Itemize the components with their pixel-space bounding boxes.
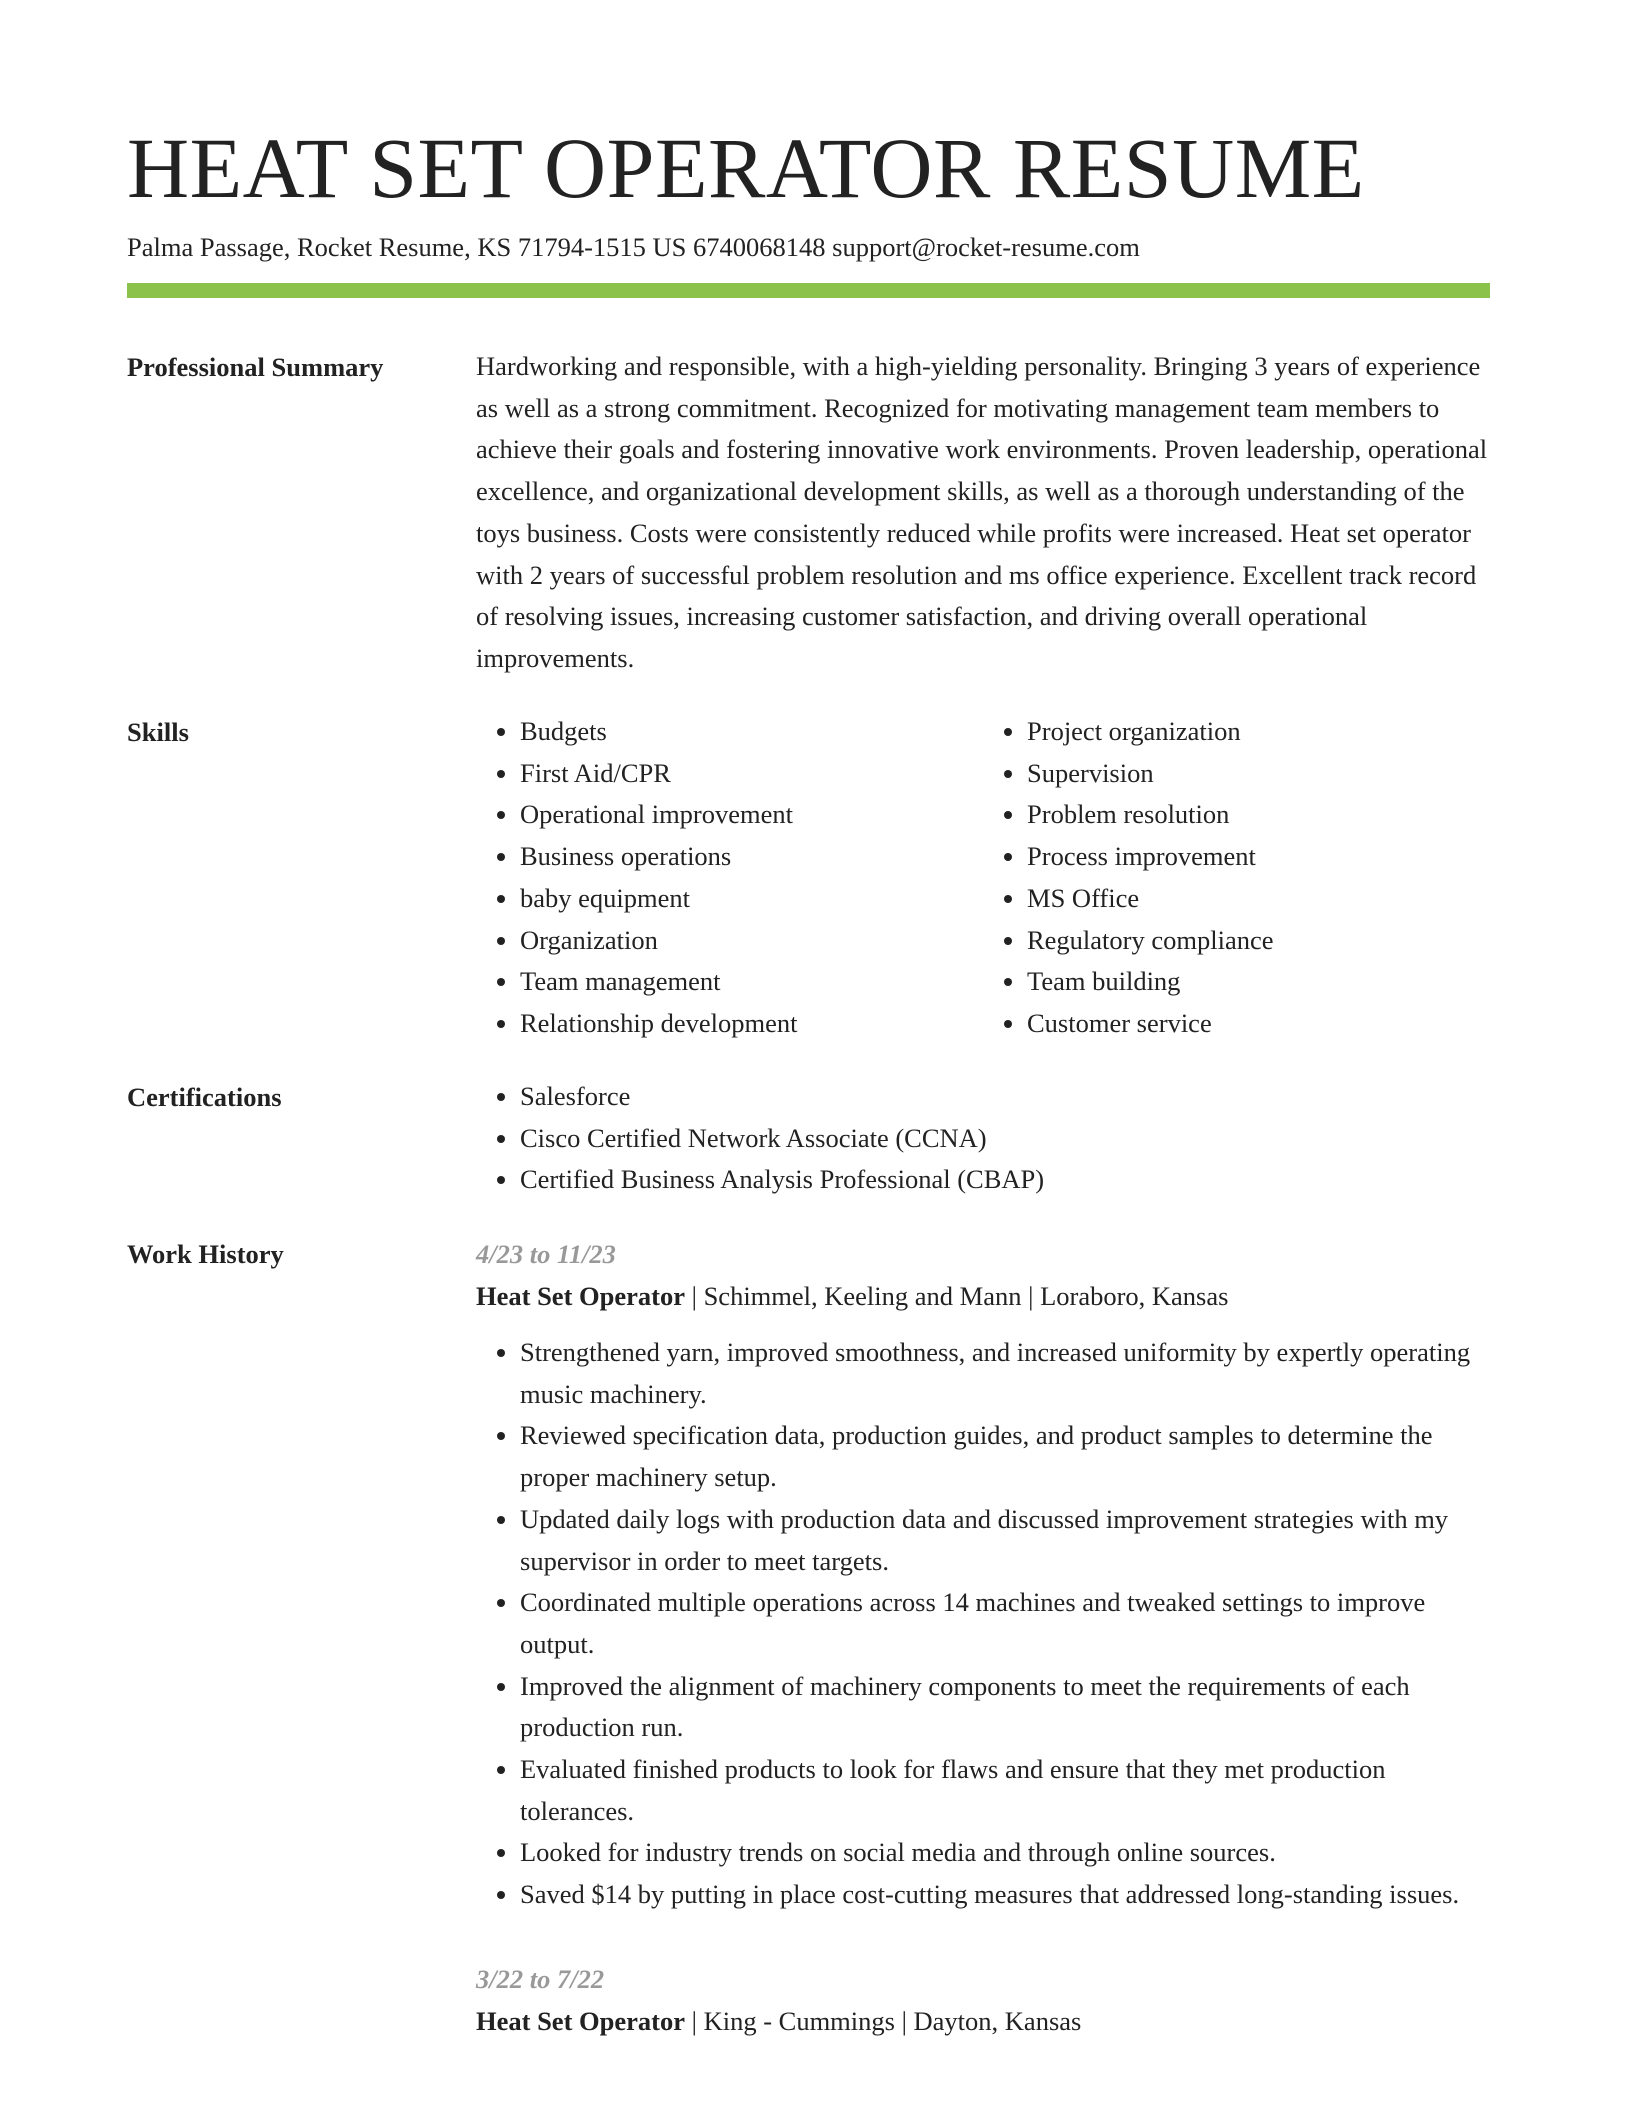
job-location: Dayton, Kansas xyxy=(913,2005,1082,2036)
job-title: Heat Set Operator xyxy=(476,2005,685,2036)
resume-title: HEAT SET OPERATOR RESUME xyxy=(127,120,1365,216)
job-dates: 3/22 to 7/22 xyxy=(476,1963,605,1994)
job-entry xyxy=(476,1233,1490,1916)
certification-item: • Cisco Certified Network Associate (CCNA) xyxy=(520,1118,1490,1160)
phone: 6740068148 xyxy=(693,232,826,262)
skill-item: • Regulatory compliance xyxy=(1027,920,1490,962)
job-title: Heat Set Operator xyxy=(476,1281,685,1311)
skill-item: • Budgets xyxy=(520,711,983,753)
skill-item: • MS Office xyxy=(1027,878,1490,920)
skill-item: • Team management xyxy=(520,961,983,1003)
job-bullet: • Strengthened yarn, improved smoothness, and increased uniformity by expertly operating music machinery. xyxy=(520,1332,1490,1415)
skills-list-right xyxy=(983,711,1490,1045)
job-location: Loraboro, Kansas xyxy=(1040,1281,1229,1311)
skill-item: • Organization xyxy=(520,920,983,962)
skill-item: • Customer service xyxy=(1027,1003,1490,1045)
skill-item: • Relationship development xyxy=(520,1003,983,1045)
job-bullet: • Reviewed specification data, production guides, and product samples to determine the proper machinery setup. xyxy=(520,1415,1490,1498)
summary-text: Hardworking and responsible, with a high-yielding personality. Bringing 3 years of experience as well as a strong commitment. Recognized for motivating management team members to achieve their goals and fostering innovative work environments. Proven leadership, operational excellence, and organizational development skills, as well as a thorough understanding of the toys business. Costs were consistently reduced while profits were increased. Heat set operator with 2 years of successful problem resolution and ms office experience. Excellent track record of resolving issues, increasing customer satisfaction, and driving overall operational improvements. xyxy=(476,351,1488,673)
section-title-summary: Professional Summary xyxy=(127,352,384,382)
skill-item: • Business operations xyxy=(520,836,983,878)
section-title-work-history: Work History xyxy=(127,1239,284,1269)
accent-divider xyxy=(127,283,1490,298)
job-bullet: • Evaluated finished products to look for flaws and ensure that they met production tolerances. xyxy=(520,1749,1490,1832)
skills-columns xyxy=(476,711,1490,1045)
job-bullets xyxy=(476,1332,1490,1916)
job-entry xyxy=(476,1958,1490,2042)
skill-item: • Process improvement xyxy=(1027,836,1490,878)
certification-item: • Certified Business Analysis Professional (CBAP) xyxy=(520,1159,1490,1201)
address: Palma Passage, Rocket Resume, KS 71794-1515 US xyxy=(127,232,687,262)
skill-item: • Supervision xyxy=(1027,753,1490,795)
work-history-body xyxy=(476,1233,1490,2042)
skill-item: • Operational improvement xyxy=(520,794,983,836)
certifications-body xyxy=(476,1076,1490,1201)
job-company: Schimmel, Keeling and Mann xyxy=(703,1281,1022,1311)
job-bullet: • Updated daily logs with production data and discussed improvement strategies with my supervisor in order to meet targets. xyxy=(520,1499,1490,1582)
job-dates: 4/23 to 11/23 xyxy=(476,1239,616,1269)
certification-item: • Salesforce xyxy=(520,1076,1490,1118)
skill-item: • Project organization xyxy=(1027,711,1490,753)
contact-line xyxy=(127,230,1140,264)
job-bullet: • Looked for industry trends on social media and through online sources. xyxy=(520,1832,1490,1874)
certifications-list xyxy=(476,1076,1490,1201)
job-company: King - Cummings xyxy=(703,2005,895,2036)
skill-item: • First Aid/CPR xyxy=(520,753,983,795)
skill-item: • Team building xyxy=(1027,961,1490,1003)
job-heading: Heat Set Operator | King - Cummings | Dayton, Kansas xyxy=(476,2005,1082,2036)
skill-item: • Problem resolution xyxy=(1027,794,1490,836)
email: support@rocket-resume.com xyxy=(832,232,1140,262)
job-bullet: • Coordinated multiple operations across 14 machines and tweaked settings to improve output. xyxy=(520,1582,1490,1665)
job-heading: Heat Set Operator | Schimmel, Keeling and Mann | Loraboro, Kansas xyxy=(476,1281,1229,1311)
summary-body xyxy=(476,346,1490,680)
skills-list-left xyxy=(476,711,983,1045)
job-bullet: • Improved the alignment of machinery components to meet the requirements of each production run. xyxy=(520,1666,1490,1749)
skill-item: • baby equipment xyxy=(520,878,983,920)
skills-body xyxy=(476,711,1490,1045)
job-bullet: • Saved $14 by putting in place cost-cutting measures that addressed long-standing issues. xyxy=(520,1874,1490,1916)
section-title-skills: Skills xyxy=(127,717,189,747)
section-title-certifications: Certifications xyxy=(127,1082,282,1112)
